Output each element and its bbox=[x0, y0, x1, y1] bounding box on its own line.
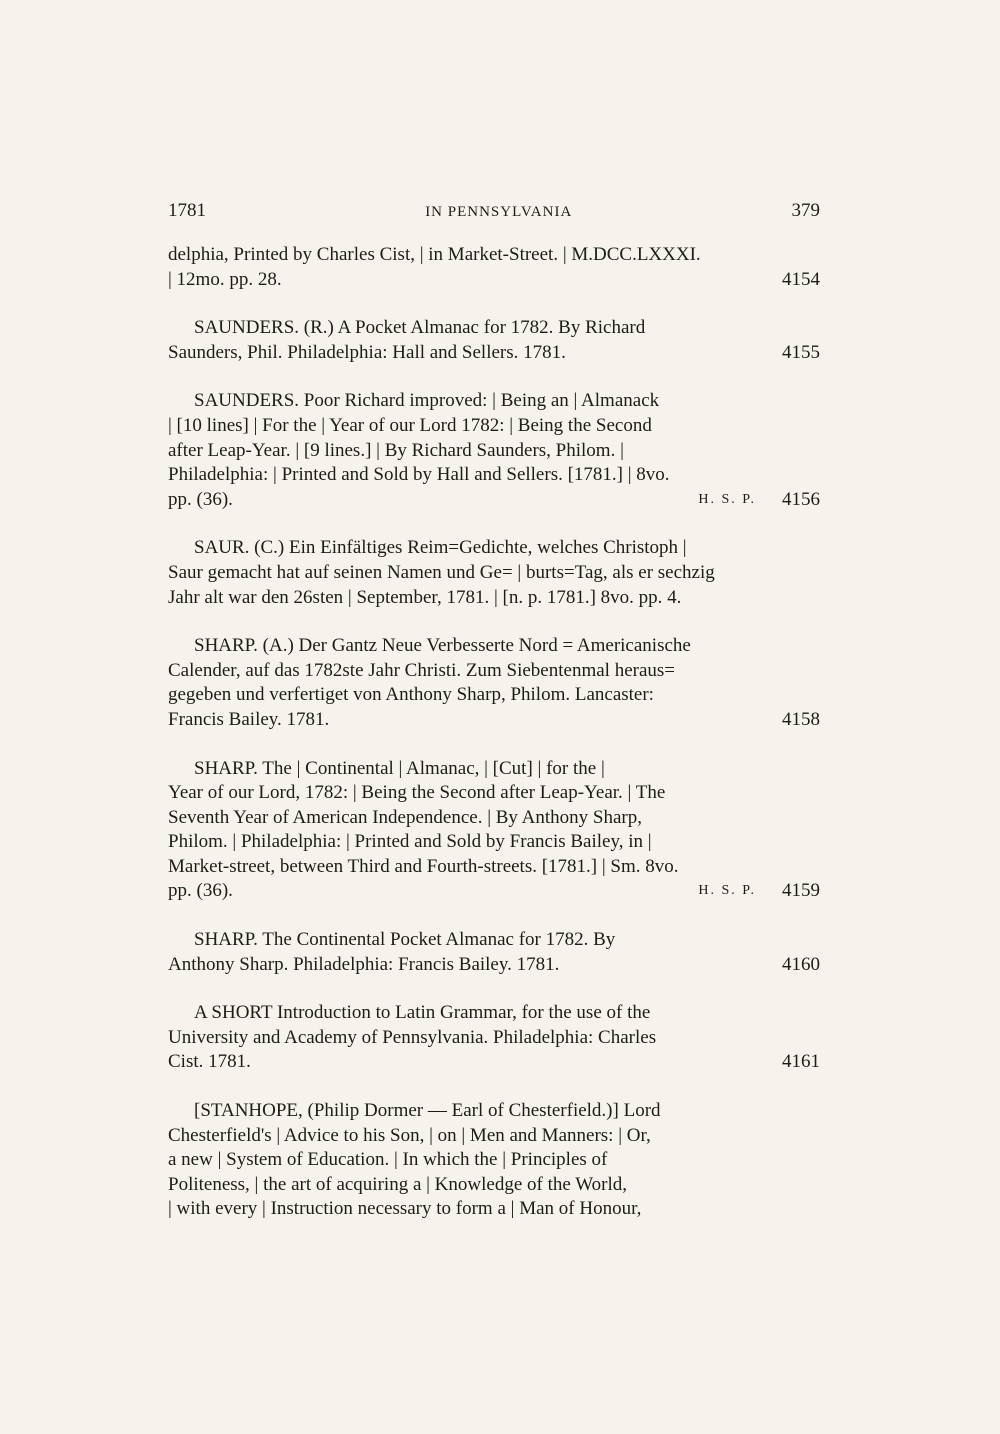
entry-text: after Leap-Year. | [9 lines.] | By Richard Saunders, Philom. | bbox=[168, 439, 624, 461]
entry-line bbox=[168, 536, 820, 561]
entry-number: 4154 bbox=[782, 268, 820, 290]
entry-text: SHARP. The | Continental | Almanac, | [Cut] | for the | bbox=[194, 757, 605, 779]
header-title: IN PENNSYLVANIA bbox=[425, 204, 573, 220]
entry-text: Philadelphia: | Printed and Sold by Hall and Sellers. [1781.] | 8vo. bbox=[168, 464, 670, 486]
entry-line bbox=[168, 316, 820, 341]
entry-text: pp. (36). bbox=[168, 488, 233, 510]
running-head bbox=[168, 200, 820, 222]
entry-line bbox=[168, 634, 820, 659]
entry-text: Philom. | Philadelphia: | Printed and Sold by Francis Bailey, in | bbox=[168, 831, 652, 853]
entry-text: | [10 lines] | For the | Year of our Lord 1782: | Being the Second bbox=[168, 414, 652, 436]
entry-line bbox=[168, 1099, 820, 1124]
entry-text: | with every | Instruction necessary to form a | Man of Honour, bbox=[168, 1198, 642, 1220]
entry-line bbox=[168, 1148, 820, 1173]
entry-text: A SHORT Introduction to Latin Grammar, for the use of the bbox=[194, 1002, 651, 1024]
entry-line bbox=[168, 488, 820, 513]
bibliography-entry bbox=[168, 243, 820, 292]
entry-line bbox=[168, 757, 820, 782]
entry-text: Saunders, Phil. Philadelphia: Hall and Sellers. 1781. bbox=[168, 341, 566, 363]
bibliography-entry bbox=[168, 634, 820, 732]
entry-text: SHARP. (A.) Der Gantz Neue Verbesserte Nord = Americanische bbox=[194, 635, 691, 657]
bibliography-entry bbox=[168, 1001, 820, 1075]
entry-text: Year of our Lord, 1782: | Being the Second after Leap-Year. | The bbox=[168, 782, 666, 804]
entry-text: Anthony Sharp. Philadelphia: Francis Bailey. 1781. bbox=[168, 953, 560, 975]
entry-text: SAUNDERS. (R.) A Pocket Almanac for 1782. By Richard bbox=[194, 317, 646, 339]
entry-text: Jahr alt war den 26sten | September, 1781. | [n. p. 1781.] 8vo. pp. 4. bbox=[168, 586, 682, 608]
entry-text: SAUNDERS. Poor Richard improved: | Being an | Almanack bbox=[194, 390, 660, 412]
entry-number: 4159 bbox=[782, 880, 820, 902]
entry-line bbox=[168, 1173, 820, 1198]
entry-text: delphia, Printed by Charles Cist, | in Market-Street. | M.DCC.LXXXI. bbox=[168, 244, 701, 265]
entry-text: Calender, auf das 1782ste Jahr Christi. Zum Siebentenmal heraus= bbox=[168, 659, 675, 681]
entry-line bbox=[168, 1124, 820, 1149]
page-number: 379 bbox=[791, 200, 820, 221]
entry-text: gegeben und verfertiget von Anthony Sharp, Philom. Lancaster: bbox=[168, 684, 654, 706]
entry-text: Seventh Year of American Independence. | By Anthony Sharp, bbox=[168, 806, 642, 828]
entry-number: 4158 bbox=[782, 708, 820, 730]
entry-line bbox=[168, 830, 820, 855]
entry-text: Market-street, between Third and Fourth-streets. [1781.] | Sm. 8vo. bbox=[168, 855, 679, 877]
entry-line bbox=[168, 341, 820, 366]
entry-line bbox=[168, 1001, 820, 1026]
entry-number: 4161 bbox=[782, 1051, 820, 1073]
entry-line bbox=[168, 953, 820, 978]
entry-text: [STANHOPE, (Philip Dormer — Earl of Chesterfield.)] Lord bbox=[194, 1100, 661, 1122]
entry-line bbox=[168, 806, 820, 831]
entry-number: 4156 bbox=[782, 488, 820, 510]
entry-line bbox=[168, 1197, 820, 1222]
bibliography-entry bbox=[168, 928, 820, 977]
bibliography-entry bbox=[168, 536, 820, 610]
entry-line bbox=[168, 268, 820, 293]
entry-text: Cist. 1781. bbox=[168, 1051, 251, 1073]
entry-line bbox=[168, 879, 820, 904]
entry-text: Politeness, | the art of acquiring a | Knowledge of the World, bbox=[168, 1173, 627, 1195]
entry-line bbox=[168, 1026, 820, 1051]
entry-text: SAUR. (C.) Ein Einfältiges Reim=Gedichte, welches Christoph | bbox=[194, 537, 687, 559]
entry-number: 4160 bbox=[782, 953, 820, 975]
bibliography-entry bbox=[168, 757, 820, 905]
entry-text: Saur gemacht hat auf seinen Namen und Ge= | burts=Tag, als er sechzig bbox=[168, 561, 715, 583]
entry-number: 4155 bbox=[782, 341, 820, 363]
entry-text: a new | System of Education. | In which the | Principles of bbox=[168, 1149, 608, 1171]
bibliography-entry bbox=[168, 316, 820, 365]
bibliography-entry bbox=[168, 389, 820, 512]
entry-line bbox=[168, 414, 820, 439]
entry-line bbox=[168, 683, 820, 708]
entry-line bbox=[168, 561, 820, 586]
entry-text: pp. (36). bbox=[168, 880, 233, 902]
entry-line bbox=[168, 586, 820, 611]
entry-text: Chesterfield's | Advice to his Son, | on | Men and Manners: | Or, bbox=[168, 1124, 651, 1146]
entry-line bbox=[168, 855, 820, 880]
location-code: H. S. P. bbox=[698, 491, 756, 507]
entry-line bbox=[168, 781, 820, 806]
entry-line bbox=[168, 928, 820, 953]
bibliography-entry bbox=[168, 1099, 820, 1222]
entry-line bbox=[168, 389, 820, 414]
entry-text: University and Academy of Pennsylvania. Philadelphia: Charles bbox=[168, 1026, 657, 1048]
entry-line bbox=[168, 1050, 820, 1075]
entry-text: SHARP. The Continental Pocket Almanac for 1782. By bbox=[194, 929, 616, 951]
entry-text: | 12mo. pp. 28. bbox=[168, 268, 282, 290]
entry-text: Francis Bailey. 1781. bbox=[168, 708, 330, 730]
location-code: H. S. P. bbox=[698, 883, 756, 899]
bibliography-entries bbox=[168, 243, 820, 1246]
entry-line bbox=[168, 243, 820, 268]
entry-line bbox=[168, 659, 820, 684]
entry-line bbox=[168, 439, 820, 464]
entry-line bbox=[168, 463, 820, 488]
header-year: 1781 bbox=[168, 200, 206, 221]
entry-line bbox=[168, 708, 820, 733]
